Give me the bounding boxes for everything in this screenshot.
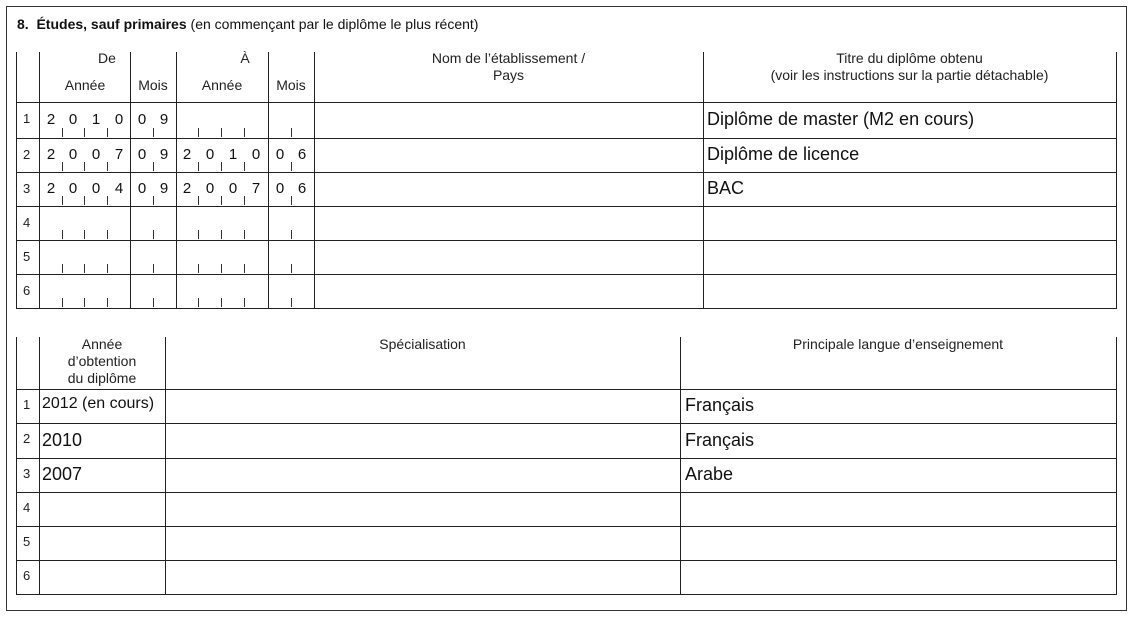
grid-line [16, 492, 1117, 493]
from-year-digit[interactable]: 2 [46, 111, 56, 128]
to-month-digit[interactable]: 0 [275, 146, 285, 163]
institution-cell[interactable] [320, 144, 700, 166]
to-month-digit[interactable]: 6 [297, 180, 307, 197]
header-to-month: Mois [276, 77, 306, 93]
header-year-line3: du diplôme [67, 370, 137, 386]
digit-separator [84, 196, 85, 205]
digit-separator [153, 162, 154, 171]
from-month-digit[interactable]: 9 [159, 180, 169, 197]
digit-separator [107, 162, 108, 171]
row-number: 1 [23, 111, 31, 126]
row-number: 5 [23, 534, 31, 549]
header-specialisation: Spécialisation [379, 336, 466, 352]
digit-separator [84, 128, 85, 137]
specialisation-cell[interactable] [170, 566, 675, 588]
specialisation-cell[interactable] [170, 430, 675, 452]
digit-separator [153, 230, 154, 239]
grid-line [16, 102, 1117, 103]
row-number: 3 [23, 181, 31, 196]
grid-line [16, 172, 1117, 173]
to-month-digit[interactable]: 0 [275, 180, 285, 197]
digit-separator [107, 230, 108, 239]
section-title [17, 16, 478, 32]
header-institution: Nom de l’établissement / [431, 50, 586, 66]
row-number: 3 [23, 466, 31, 481]
digit-separator [244, 230, 245, 239]
header-to-year: Année [201, 77, 243, 93]
from-month-digit[interactable]: 9 [159, 111, 169, 128]
grid-line [680, 337, 681, 595]
header-country: Pays [492, 67, 525, 83]
grid-line [16, 389, 1117, 390]
to-year-digit[interactable]: 2 [182, 146, 192, 163]
language-cell[interactable]: Arabe [685, 464, 734, 484]
grid-line [16, 52, 17, 309]
grid-line [1116, 337, 1117, 595]
grid-line [16, 138, 1117, 139]
from-year-digit[interactable]: 0 [68, 146, 78, 163]
diploma-cell[interactable]: Diplôme de licence [707, 144, 860, 164]
to-year-digit[interactable]: 2 [182, 180, 192, 197]
row-number: 2 [23, 431, 31, 446]
row-number: 1 [23, 397, 31, 412]
digit-separator [62, 264, 63, 273]
graduation-year-cell[interactable]: 2010 [42, 429, 83, 450]
digit-separator [62, 230, 63, 239]
from-year-digit[interactable]: 0 [91, 146, 101, 163]
specialisation-cell[interactable] [170, 498, 675, 520]
grid-line [16, 423, 1117, 424]
from-year-digit[interactable]: 0 [91, 180, 101, 197]
grid-line [16, 337, 17, 595]
digit-separator [244, 264, 245, 273]
from-month-digit[interactable]: 0 [137, 180, 147, 197]
grid-line [165, 337, 166, 595]
section-heading: Études, sauf primaires [36, 16, 187, 32]
to-year-digit[interactable]: 7 [251, 180, 261, 197]
grid-line [703, 52, 704, 309]
section-subtitle: (en commençant par le diplôme le plus récent) [190, 16, 479, 32]
digit-separator [291, 230, 292, 239]
specialisation-cell[interactable] [170, 464, 675, 486]
institution-cell[interactable] [320, 246, 700, 268]
digit-separator [62, 162, 63, 171]
digit-separator [244, 196, 245, 205]
digit-separator [107, 298, 108, 307]
language-cell[interactable]: Français [685, 395, 755, 415]
grid-line [1116, 52, 1117, 309]
from-year-digit[interactable]: 4 [114, 180, 124, 197]
header-diploma-title: Titre du diplôme obtenu [836, 50, 983, 66]
diploma-cell[interactable]: Diplôme de master (M2 en cours) [707, 109, 975, 129]
digit-separator [221, 196, 222, 205]
from-year-digit[interactable]: 0 [68, 111, 78, 128]
row-number: 4 [23, 500, 31, 515]
digit-separator [244, 298, 245, 307]
from-year-digit[interactable]: 0 [114, 111, 124, 128]
digit-separator [62, 196, 63, 205]
grid-line [16, 560, 1117, 561]
digit-separator [198, 298, 199, 307]
digit-separator [291, 162, 292, 171]
digit-separator [84, 162, 85, 171]
to-year-digit[interactable]: 0 [205, 180, 215, 197]
from-month-digit[interactable]: 9 [159, 146, 169, 163]
graduation-year-cell[interactable]: 2007 [42, 464, 83, 484]
digit-separator [153, 298, 154, 307]
digit-separator [198, 264, 199, 273]
digit-separator [291, 128, 292, 137]
digit-separator [221, 264, 222, 273]
grid-line [16, 526, 1117, 527]
institution-cell[interactable] [320, 212, 700, 234]
header-diploma-note: (voir les instructions sur la partie détachable) [770, 67, 1049, 83]
grid-line [16, 308, 1117, 309]
header-year-line2: d’obtention [67, 353, 137, 369]
digit-separator [107, 196, 108, 205]
from-month-digit[interactable]: 0 [137, 146, 147, 163]
to-year-digit[interactable]: 0 [228, 180, 238, 197]
digit-separator [221, 128, 222, 137]
row-number: 6 [23, 568, 31, 583]
from-year-digit[interactable]: 2 [46, 180, 56, 197]
digit-separator [153, 128, 154, 137]
grid-line [16, 240, 1117, 241]
diploma-cell[interactable]: BAC [707, 178, 745, 198]
specialisation-cell[interactable] [170, 532, 675, 554]
digit-separator [62, 128, 63, 137]
row-number: 5 [23, 249, 31, 264]
specialisation-cell[interactable] [170, 395, 675, 417]
institution-cell[interactable] [320, 178, 700, 200]
digit-separator [221, 162, 222, 171]
graduation-year-cell[interactable]: 2012 (en cours) [42, 395, 155, 412]
institution-cell[interactable] [320, 109, 700, 131]
digit-separator [84, 264, 85, 273]
header-to: À [240, 50, 250, 66]
header-year-line1: Année [81, 336, 123, 352]
from-year-digit[interactable]: 2 [46, 146, 56, 163]
from-year-digit[interactable]: 0 [68, 180, 78, 197]
grid-line [16, 458, 1117, 459]
digit-separator [198, 230, 199, 239]
digit-separator [84, 230, 85, 239]
header-from-month: Mois [138, 77, 168, 93]
header-from: De [98, 50, 116, 66]
to-year-digit[interactable]: 1 [228, 146, 238, 163]
digit-separator [291, 264, 292, 273]
section-number: 8. [17, 16, 29, 32]
digit-separator [291, 196, 292, 205]
row-number: 6 [23, 283, 31, 298]
from-month-digit[interactable]: 0 [137, 111, 147, 128]
digit-separator [291, 298, 292, 307]
row-number: 2 [23, 147, 31, 162]
digit-separator [244, 162, 245, 171]
to-year-digit[interactable]: 0 [251, 146, 261, 163]
from-year-digit[interactable]: 7 [114, 146, 124, 163]
digit-separator [198, 196, 199, 205]
header-language: Principale langue d’enseignement [792, 336, 1004, 352]
digit-separator [62, 298, 63, 307]
to-month-digit[interactable]: 6 [297, 146, 307, 163]
digit-separator [221, 298, 222, 307]
digit-separator [153, 264, 154, 273]
grid-line [16, 594, 1117, 595]
digit-separator [244, 128, 245, 137]
row-number: 4 [23, 215, 31, 230]
language-cell[interactable]: Français [685, 429, 755, 450]
digit-separator [107, 128, 108, 137]
digit-separator [153, 196, 154, 205]
to-year-digit[interactable]: 0 [205, 146, 215, 163]
from-year-digit[interactable]: 1 [91, 111, 101, 128]
digit-separator [198, 162, 199, 171]
digit-separator [198, 128, 199, 137]
digit-separator [84, 298, 85, 307]
institution-cell[interactable] [320, 280, 700, 302]
grid-line [16, 274, 1117, 275]
grid-line [16, 206, 1117, 207]
header-from-year: Année [64, 77, 106, 93]
digit-separator [107, 264, 108, 273]
digit-separator [221, 230, 222, 239]
